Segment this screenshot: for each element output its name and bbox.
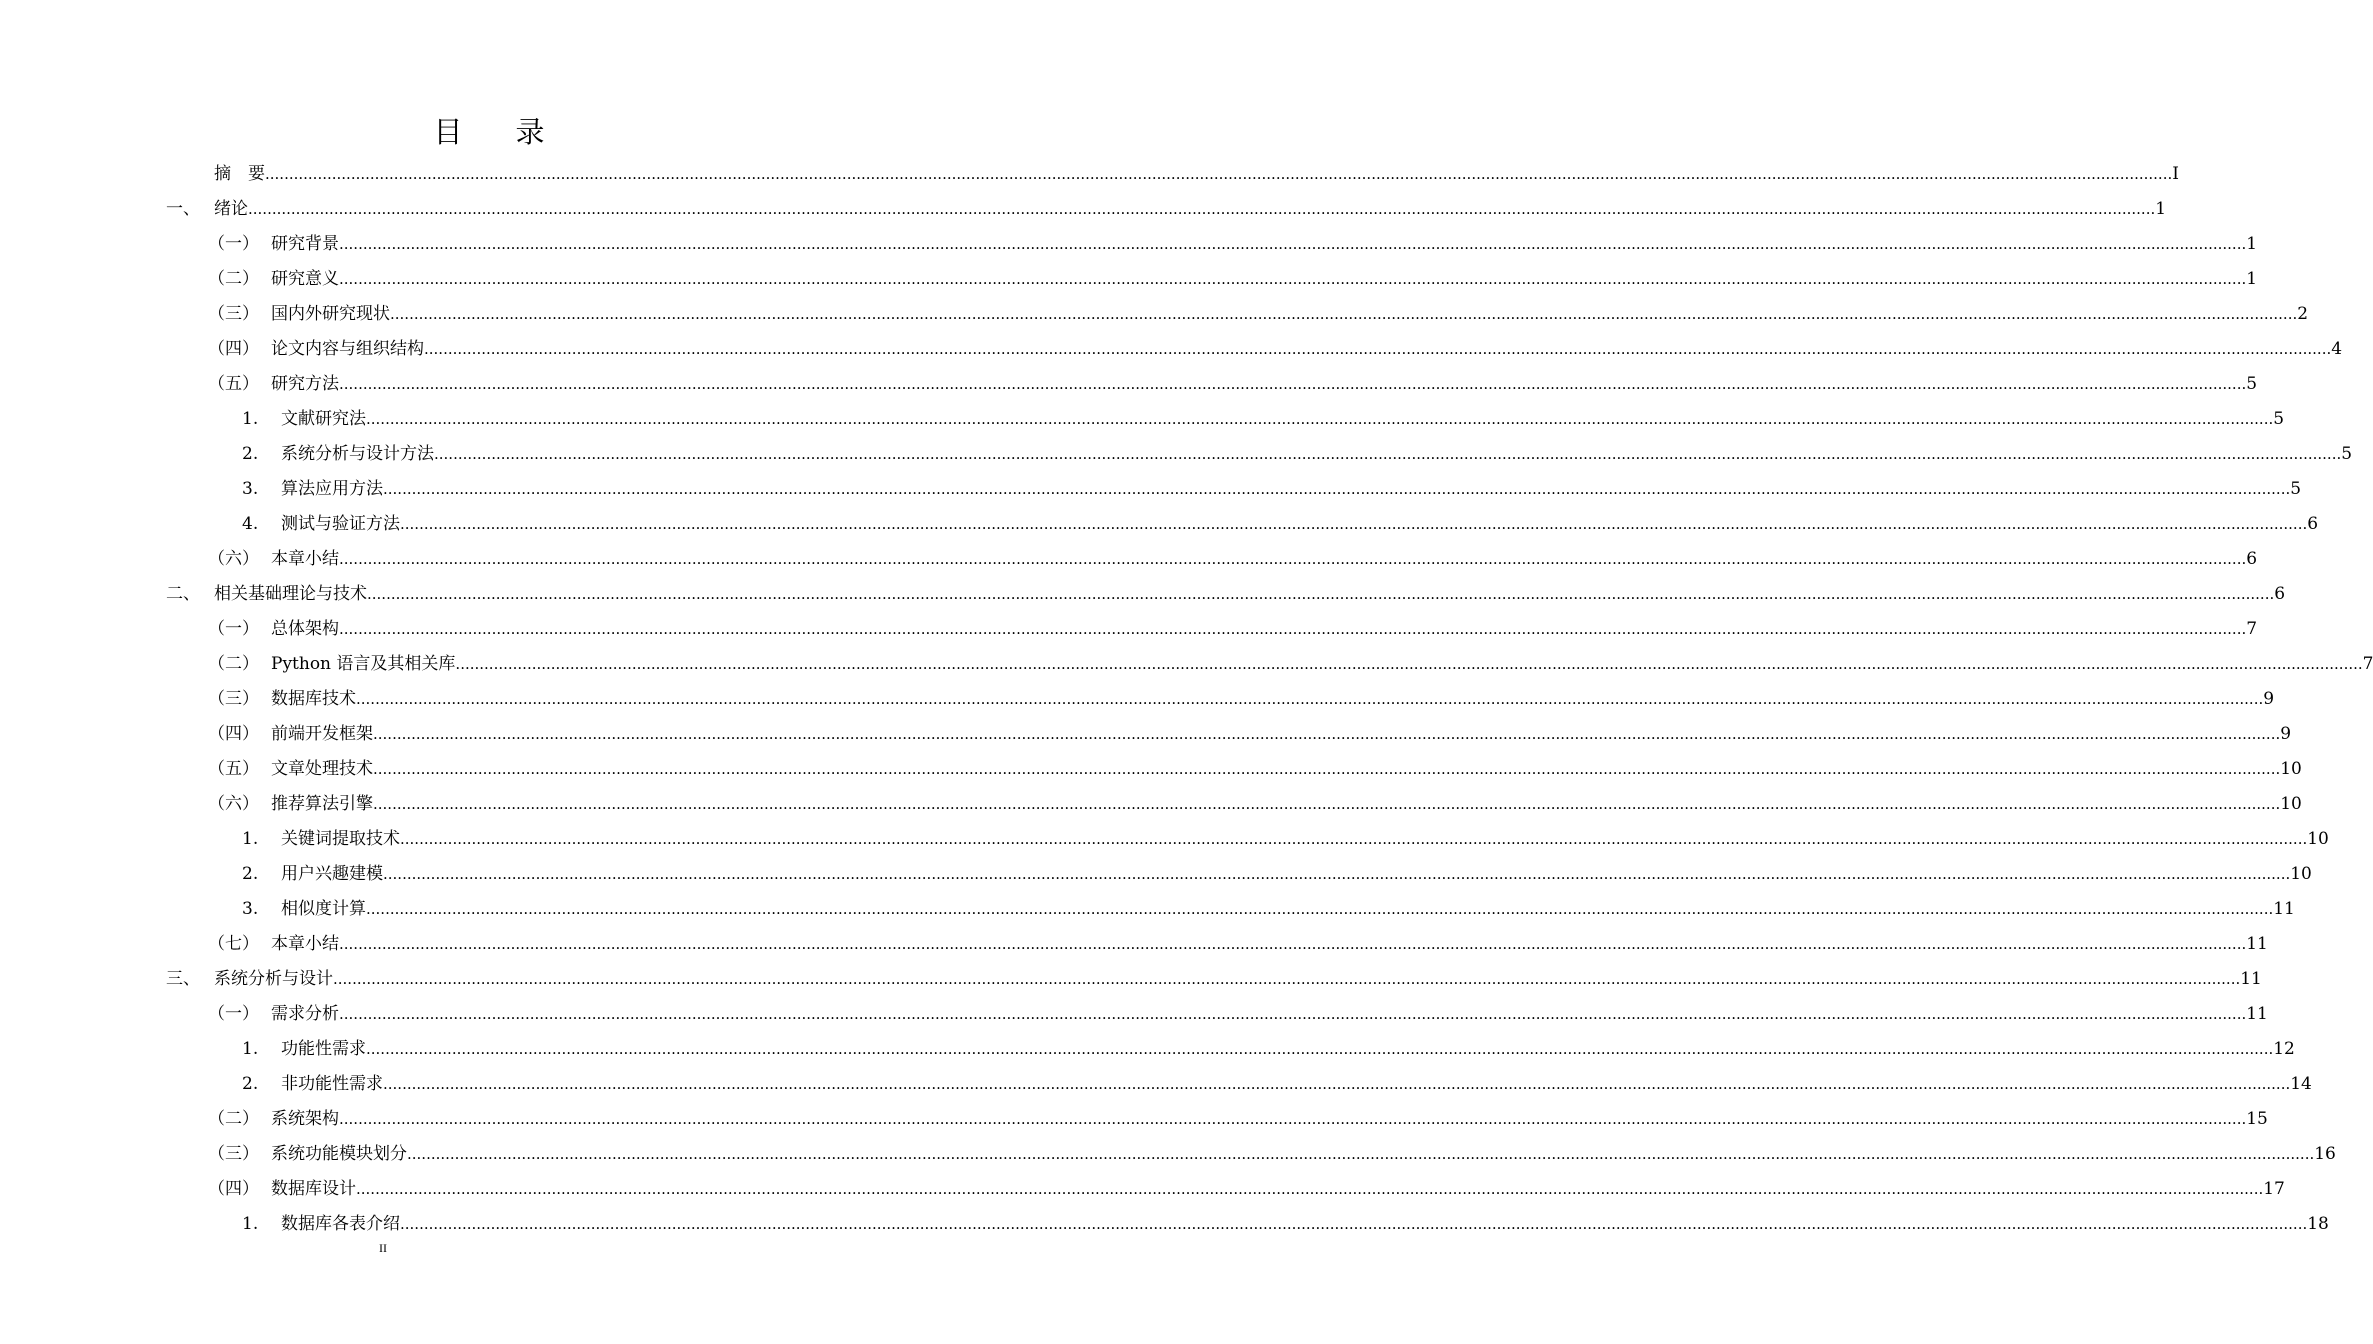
toc-entry[interactable] [0,857,2312,892]
toc-entry-title: Python 语言及其相关库 [271,654,456,674]
toc-entry-page: 6 [2246,549,2258,569]
toc-entry-row [271,787,2302,822]
toc-entry-number: 三、 [166,969,200,989]
toc-entry-row [281,437,2353,472]
toc-entry-page: 18 [2307,1214,2329,1234]
toc-entry-page: 2 [2297,304,2309,324]
toc-dot-leader: ................................................................................................................................................................................................................................................................................................................................................................................................................ [356,690,2264,708]
toc-entry[interactable] [0,402,2285,437]
toc-entry-row [214,192,2167,227]
toc-entry[interactable] [0,297,2309,332]
toc-entry-title: 本章小结 [271,934,339,954]
toc-entry[interactable] [0,157,2179,192]
toc-dot-leader: ................................................................................................................................................................................................................................................................................................................................................................................................................ [248,200,2156,218]
toc-entry-number: 一、 [166,199,200,219]
toc-entry-title: 用户兴趣建模 [281,864,383,884]
toc-entry-title: 数据库各表介绍 [281,1214,400,1234]
toc-entry-row [271,542,2258,577]
toc-entry-number: （五） [208,759,259,779]
toc-entry-number: （五） [208,374,259,394]
toc-entry[interactable] [0,1207,2329,1242]
toc-entry[interactable] [0,1032,2295,1067]
toc-entry[interactable] [0,927,2268,962]
toc-entry-page: 14 [2290,1074,2312,1094]
toc-entry-title: 相关基础理论与技术 [214,584,367,604]
toc-entry-row [271,1102,2268,1137]
toc-entry[interactable] [0,1137,2336,1172]
toc-entry[interactable] [0,472,2302,507]
toc-entry-number: （一） [208,619,259,639]
toc-entry-row [281,402,2285,437]
toc-dot-leader: ................................................................................................................................................................................................................................................................................................................................................................................................................ [333,970,2241,988]
toc-entry-row [271,262,2258,297]
toc-entry[interactable] [0,647,2373,682]
toc-entry-page: 11 [2246,934,2268,954]
toc-entry[interactable] [0,997,2268,1032]
toc-dot-leader: ................................................................................................................................................................................................................................................................................................................................................................................................................ [339,235,2247,253]
toc-entry-row [281,1032,2295,1067]
toc-entry-page: 12 [2273,1039,2295,1059]
toc-dot-leader: ................................................................................................................................................................................................................................................................................................................................................................................................................ [400,1215,2308,1233]
toc-entry-page: 4 [2331,339,2343,359]
toc-entry-title: 研究背景 [271,234,339,254]
toc-dot-leader: ................................................................................................................................................................................................................................................................................................................................................................................................................ [339,375,2247,393]
toc-entry-title: 算法应用方法 [281,479,383,499]
toc-entry-title: 本章小结 [271,549,339,569]
toc-entry-number: 3. [242,899,259,919]
toc-entry-number: 1. [242,829,259,849]
toc-dot-leader: ................................................................................................................................................................................................................................................................................................................................................................................................................ [367,585,2275,603]
toc-dot-leader: ................................................................................................................................................................................................................................................................................................................................................................................................................ [366,900,2274,918]
toc-entry-number: 1. [242,1214,259,1234]
toc-entry-page: 5 [2290,479,2302,499]
toc-entry-title: 数据库技术 [271,689,356,709]
toc-entry-title: 摘 要 [214,164,265,184]
toc-entry-row [271,1137,2336,1172]
toc-entry-page: 11 [2240,969,2262,989]
toc-entry-title: 数据库设计 [271,1179,356,1199]
toc-entry-number: （六） [208,549,259,569]
toc-entry[interactable] [0,542,2258,577]
toc-dot-leader: ................................................................................................................................................................................................................................................................................................................................................................................................................ [339,550,2247,568]
toc-dot-leader: ................................................................................................................................................................................................................................................................................................................................................................................................................ [373,725,2281,743]
toc-entry-row [271,717,2292,752]
toc-entry[interactable] [0,192,2167,227]
toc-entry-page: 5 [2246,374,2258,394]
toc-entry-title: 论文内容与组织结构 [271,339,424,359]
toc-dot-leader: ................................................................................................................................................................................................................................................................................................................................................................................................................ [400,515,2308,533]
toc-entry-row [281,507,2319,542]
toc-entry-number: 3. [242,479,259,499]
toc-entry-row [214,577,2286,612]
toc-entry-page: 7 [2246,619,2258,639]
toc-entry-number: （七） [208,934,259,954]
toc-entry-row [271,227,2258,262]
toc-dot-leader: ................................................................................................................................................................................................................................................................................................................................................................................................................ [339,620,2247,638]
toc-entry-title: 文献研究法 [281,409,366,429]
toc-entry-number: （四） [208,1179,259,1199]
toc-entry-row [281,1067,2312,1102]
toc-entry-title: 测试与验证方法 [281,514,400,534]
toc-entry-number: 二、 [166,584,200,604]
toc-dot-leader: ................................................................................................................................................................................................................................................................................................................................................................................................................ [455,655,2363,673]
toc-dot-leader: ................................................................................................................................................................................................................................................................................................................................................................................................................ [366,1040,2274,1058]
toc-entry-title: 相似度计算 [281,899,366,919]
toc-entry-number: （一） [208,234,259,254]
toc-entry-number: （六） [208,794,259,814]
toc-dot-leader: ................................................................................................................................................................................................................................................................................................................................................................................................................ [400,830,2308,848]
toc-dot-leader: ................................................................................................................................................................................................................................................................................................................................................................................................................ [407,1145,2315,1163]
toc-entry-row [281,892,2295,927]
toc-entry-row [281,1207,2329,1242]
toc-entry-page: 9 [2280,724,2292,744]
toc-entry[interactable] [0,1172,2285,1207]
toc-entry[interactable] [0,1067,2312,1102]
toc-entry-number: 2. [242,1074,259,1094]
toc-entry-row [271,997,2268,1032]
toc-entry-number: 1. [242,409,259,429]
toc-entry-title: 推荐算法引擎 [271,794,373,814]
toc-entry-title: 绪论 [214,199,248,219]
toc-entry[interactable] [0,612,2258,647]
toc-entry-page: 11 [2246,1004,2268,1024]
toc-entry-number: （三） [208,1144,259,1164]
toc-entry[interactable] [0,332,2343,367]
toc-entry-row [271,367,2258,402]
toc-entry-row [271,332,2343,367]
toc-entry-number: 2. [242,864,259,884]
toc-entry-number: 2. [242,444,259,464]
toc-entry-number: （三） [208,304,259,324]
toc-entry-title: 文章处理技术 [271,759,373,779]
toc-dot-leader: ................................................................................................................................................................................................................................................................................................................................................................................................................ [373,795,2281,813]
toc-entry-number: （四） [208,339,259,359]
toc-entry-row [271,682,2275,717]
toc-entry-number: （三） [208,689,259,709]
toc-entry[interactable] [0,577,2286,612]
toc-entry-page: 1 [2246,234,2258,254]
toc-dot-leader: ................................................................................................................................................................................................................................................................................................................................................................................................................ [373,760,2281,778]
toc-entry-title: 系统分析与设计方法 [281,444,434,464]
toc-entry-page: 6 [2274,584,2286,604]
toc-entry-row [281,822,2329,857]
toc-entry-row [271,752,2302,787]
toc-entry-number: （一） [208,1004,259,1024]
toc-dot-leader: ................................................................................................................................................................................................................................................................................................................................................................................................................ [424,340,2332,358]
toc-entry-title: 系统分析与设计 [214,969,333,989]
toc-dot-leader: ................................................................................................................................................................................................................................................................................................................................................................................................................ [383,865,2291,883]
toc-entry[interactable] [0,822,2329,857]
toc-dot-leader: ................................................................................................................................................................................................................................................................................................................................................................................................................ [390,305,2298,323]
toc-entry-number: 1. [242,1039,259,1059]
toc-entry[interactable] [0,227,2258,262]
toc-entry-title: 需求分析 [271,1004,339,1024]
toc-entry-row [271,297,2309,332]
toc-dot-leader: ................................................................................................................................................................................................................................................................................................................................................................................................................ [383,1075,2291,1093]
toc-title: 目 录 [433,115,557,149]
toc-entry-title: 系统架构 [271,1109,339,1129]
toc-dot-leader: ................................................................................................................................................................................................................................................................................................................................................................................................................ [339,270,2247,288]
toc-entry[interactable] [0,682,2275,717]
toc-entry-number: （二） [208,1109,259,1129]
toc-entry-page: 10 [2307,829,2329,849]
toc-entry-title: 系统功能模块划分 [271,1144,407,1164]
toc-entry[interactable] [0,262,2258,297]
toc-dot-leader: ................................................................................................................................................................................................................................................................................................................................................................................................................ [339,1110,2247,1128]
toc-entry[interactable] [0,507,2319,542]
toc-entry-number: （二） [208,654,259,674]
toc-entry-row [271,1172,2285,1207]
toc-entry-page: 7 [2362,654,2373,674]
toc-entry[interactable] [0,962,2262,997]
toc-entry-title: 非功能性需求 [281,1074,383,1094]
toc-entry-title: 功能性需求 [281,1039,366,1059]
toc-entry-row [271,647,2373,682]
toc-entry-row [271,612,2258,647]
toc-entry-page: I [2172,164,2179,184]
toc-entry-number: （四） [208,724,259,744]
toc-dot-leader: ................................................................................................................................................................................................................................................................................................................................................................................................................ [339,935,2247,953]
toc-dot-leader: ................................................................................................................................................................................................................................................................................................................................................................................................................ [383,480,2291,498]
toc-entry-row [271,927,2268,962]
toc-entry-page: 10 [2290,864,2312,884]
toc-entry-page: 15 [2246,1109,2268,1129]
toc-entry-number: （二） [208,269,259,289]
toc-dot-leader: ................................................................................................................................................................................................................................................................................................................................................................................................................ [265,165,2173,183]
toc-entry-page: 17 [2263,1179,2285,1199]
page-number: II [379,1241,387,1255]
toc-entry-page: 1 [2246,269,2258,289]
toc-entry-page: 11 [2273,899,2295,919]
toc-entry-title: 国内外研究现状 [271,304,390,324]
toc-entry[interactable] [0,892,2295,927]
toc-entry-page: 10 [2280,759,2302,779]
toc-entry-title: 前端开发框架 [271,724,373,744]
toc-dot-leader: ................................................................................................................................................................................................................................................................................................................................................................................................................ [434,445,2342,463]
toc-entry-page: 10 [2280,794,2302,814]
toc-entry-title: 研究方法 [271,374,339,394]
toc-dot-leader: ................................................................................................................................................................................................................................................................................................................................................................................................................ [366,410,2274,428]
toc-entry-row [281,472,2302,507]
toc-entry-title: 研究意义 [271,269,339,289]
toc-entry[interactable] [0,367,2258,402]
toc-entry-page: 5 [2273,409,2285,429]
toc-entry-number: 4. [242,514,259,534]
toc-entry[interactable] [0,787,2302,822]
toc-entry[interactable] [0,752,2302,787]
toc-list [0,157,2373,1242]
toc-entry-page: 16 [2314,1144,2336,1164]
toc-entry-title: 关键词提取技术 [281,829,400,849]
toc-entry-row [281,857,2312,892]
toc-entry-row [214,157,2179,192]
toc-entry-title: 总体架构 [271,619,339,639]
toc-entry-page: 9 [2263,689,2275,709]
toc-entry-page: 6 [2307,514,2319,534]
toc-entry[interactable] [0,717,2292,752]
toc-dot-leader: ................................................................................................................................................................................................................................................................................................................................................................................................................ [356,1180,2264,1198]
toc-entry[interactable] [0,437,2353,472]
toc-entry-page: 5 [2341,444,2353,464]
toc-dot-leader: ................................................................................................................................................................................................................................................................................................................................................................................................................ [339,1005,2247,1023]
toc-entry-page: 1 [2155,199,2167,219]
toc-entry[interactable] [0,1102,2268,1137]
toc-entry-row [214,962,2262,997]
